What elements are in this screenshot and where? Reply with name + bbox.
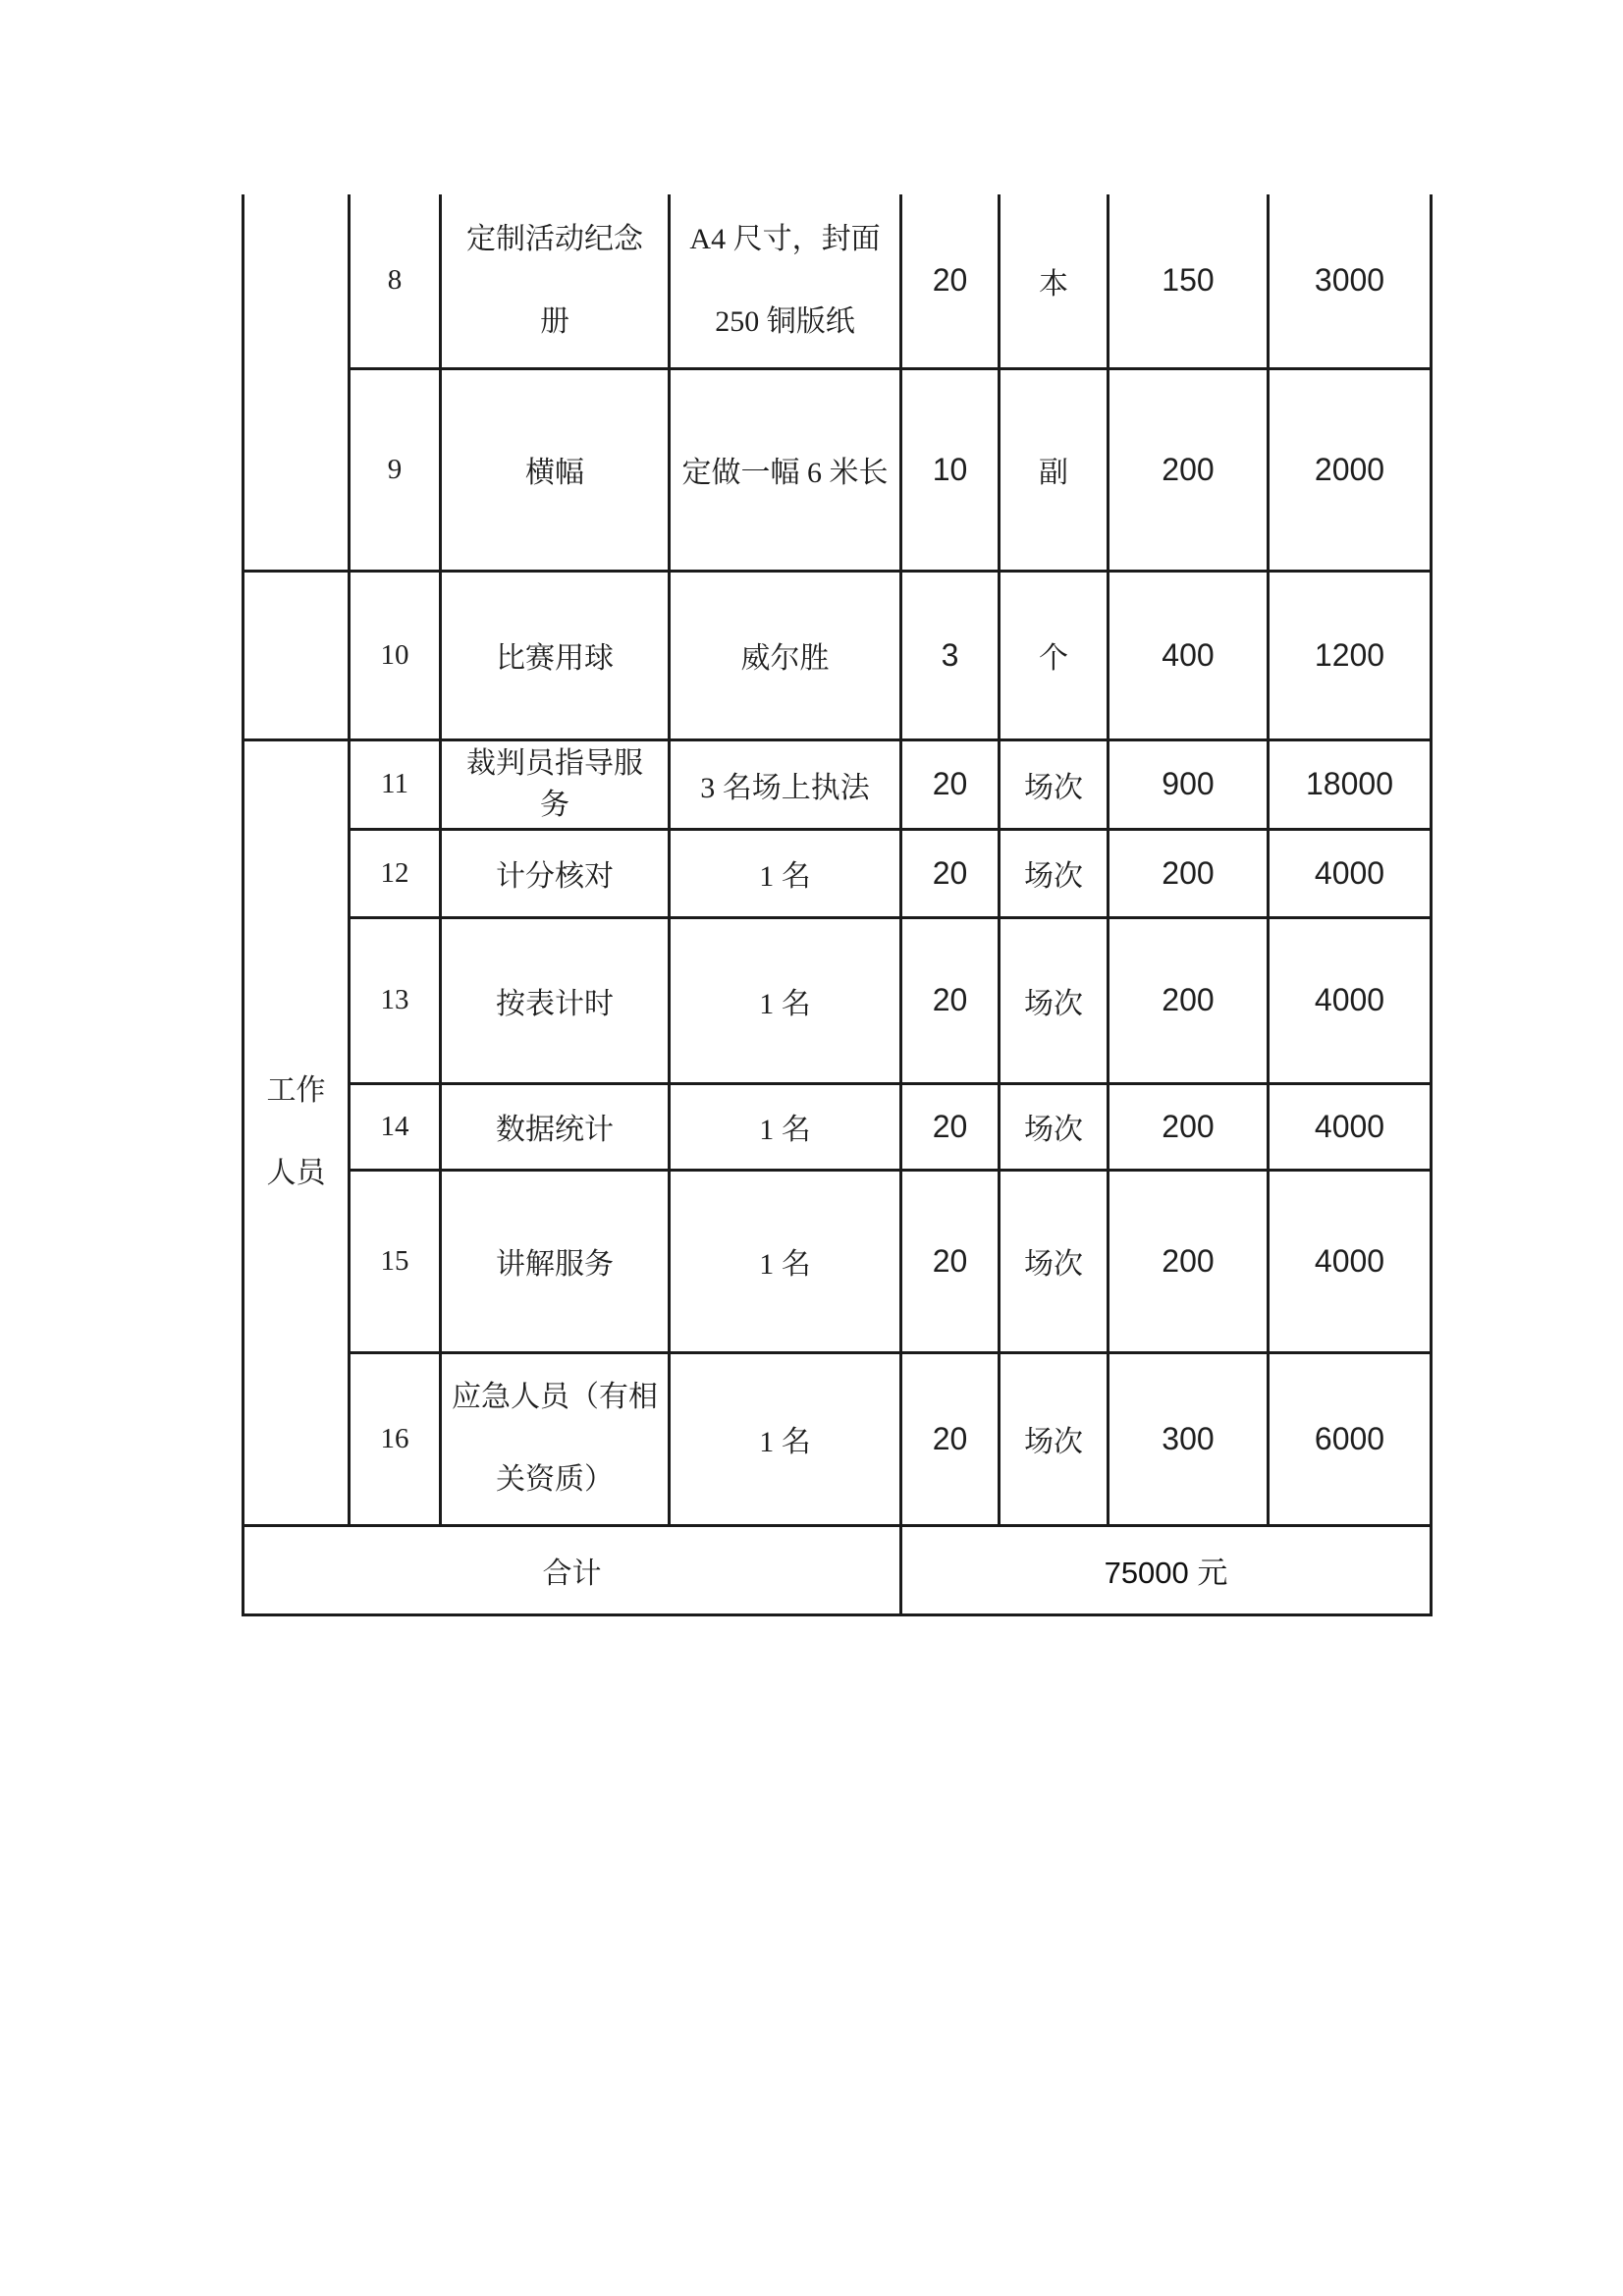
item-subtotal: 4000 <box>1269 1170 1432 1352</box>
item-number: 15 <box>350 1170 441 1352</box>
item-unit-price: 900 <box>1109 739 1269 829</box>
item-unit-price: 200 <box>1109 1083 1269 1170</box>
item-number: 8 <box>350 194 441 368</box>
item-unit: 场次 <box>1000 829 1109 917</box>
total-value: 75000 元 <box>901 1525 1432 1614</box>
item-quantity: 20 <box>901 739 1000 829</box>
item-name <box>441 1352 670 1525</box>
item-subtotal: 4000 <box>1269 1083 1432 1170</box>
category-cell <box>243 571 350 739</box>
item-quantity: 10 <box>901 368 1000 571</box>
item-unit-price: 200 <box>1109 829 1269 917</box>
item-spec-line: 250 铜版纸 <box>715 304 855 338</box>
item-subtotal: 18000 <box>1269 739 1432 829</box>
total-row <box>243 1525 1432 1614</box>
budget-table <box>242 194 1433 1616</box>
item-spec: 1 名 <box>670 1083 901 1170</box>
table-row <box>243 739 1432 829</box>
item-unit-price: 200 <box>1109 1170 1269 1352</box>
item-number: 12 <box>350 829 441 917</box>
item-name-line: 定制活动纪念 <box>466 221 643 256</box>
item-unit: 场次 <box>1000 1170 1109 1352</box>
category-label-line: 人员 <box>266 1156 326 1190</box>
item-quantity: 20 <box>901 917 1000 1083</box>
item-quantity: 20 <box>901 1352 1000 1525</box>
item-name-line: 册 <box>540 303 569 339</box>
item-unit: 场次 <box>1000 917 1109 1083</box>
item-unit: 本 <box>1000 194 1109 368</box>
item-unit: 场次 <box>1000 1352 1109 1525</box>
item-quantity: 20 <box>901 1083 1000 1170</box>
item-number: 13 <box>350 917 441 1083</box>
item-quantity: 20 <box>901 1170 1000 1352</box>
item-unit: 场次 <box>1000 739 1109 829</box>
item-subtotal: 6000 <box>1269 1352 1432 1525</box>
item-subtotal: 3000 <box>1269 194 1432 368</box>
table-row <box>243 1352 1432 1525</box>
item-name: 按表计时 <box>441 917 670 1083</box>
item-quantity: 20 <box>901 194 1000 368</box>
item-spec: 1 名 <box>670 917 901 1083</box>
item-name <box>441 194 670 368</box>
table-row <box>243 1083 1432 1170</box>
item-number: 10 <box>350 571 441 739</box>
item-spec: 1 名 <box>670 1352 901 1525</box>
item-number: 9 <box>350 368 441 571</box>
table-row <box>243 368 1432 571</box>
item-subtotal: 4000 <box>1269 917 1432 1083</box>
item-unit: 场次 <box>1000 1083 1109 1170</box>
table-row <box>243 571 1432 739</box>
item-spec: 1 名 <box>670 829 901 917</box>
item-unit-price: 150 <box>1109 194 1269 368</box>
item-name <box>441 739 670 829</box>
item-name-line: 务 <box>540 787 569 822</box>
item-quantity: 20 <box>901 829 1000 917</box>
item-unit-price: 300 <box>1109 1352 1269 1525</box>
item-subtotal: 1200 <box>1269 571 1432 739</box>
item-number: 16 <box>350 1352 441 1525</box>
item-spec <box>670 194 901 368</box>
item-unit: 副 <box>1000 368 1109 571</box>
item-name: 比赛用球 <box>441 571 670 739</box>
item-spec: 威尔胜 <box>670 571 901 739</box>
item-name-line: 应急人员（有相 <box>452 1380 658 1414</box>
item-spec: 定做一幅 6 米长 <box>670 368 901 571</box>
item-unit: 个 <box>1000 571 1109 739</box>
item-spec: 1 名 <box>670 1170 901 1352</box>
item-number: 14 <box>350 1083 441 1170</box>
item-name-line: 关资质） <box>496 1462 614 1497</box>
table-row <box>243 917 1432 1083</box>
item-name: 计分核对 <box>441 829 670 917</box>
item-unit-price: 200 <box>1109 368 1269 571</box>
item-name: 讲解服务 <box>441 1170 670 1352</box>
item-name: 数据统计 <box>441 1083 670 1170</box>
item-subtotal: 4000 <box>1269 829 1432 917</box>
table-row <box>243 829 1432 917</box>
item-number: 11 <box>350 739 441 829</box>
table-row <box>243 1170 1432 1352</box>
category-cell-staff <box>243 739 350 1525</box>
item-name-line: 裁判员指导服 <box>466 745 643 781</box>
total-label: 合计 <box>243 1525 901 1614</box>
item-unit-price: 400 <box>1109 571 1269 739</box>
category-label-line: 工作 <box>266 1073 326 1108</box>
item-subtotal: 2000 <box>1269 368 1432 571</box>
item-quantity: 3 <box>901 571 1000 739</box>
item-unit-price: 200 <box>1109 917 1269 1083</box>
table-row <box>243 194 1432 368</box>
item-spec: 3 名场上执法 <box>670 739 901 829</box>
item-spec-line: A4 尺寸，封面 <box>689 222 881 255</box>
category-cell <box>243 194 350 571</box>
item-name: 横幅 <box>441 368 670 571</box>
